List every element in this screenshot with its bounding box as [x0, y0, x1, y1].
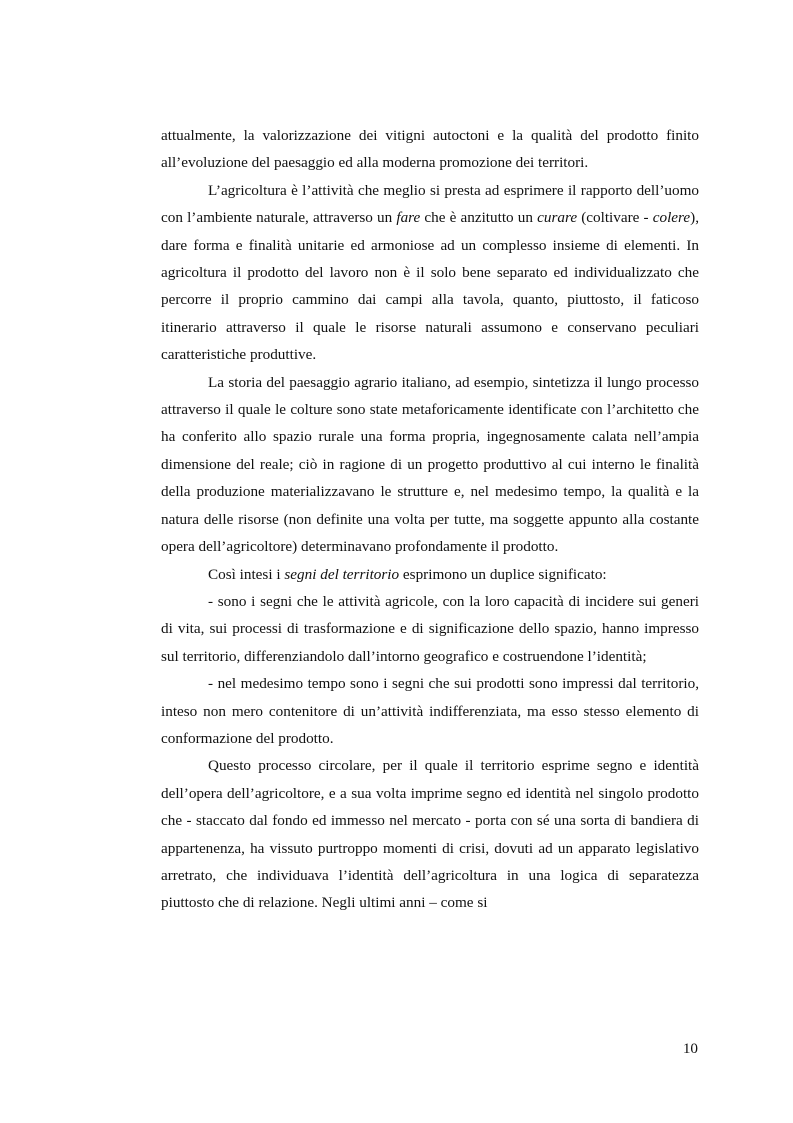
italic-text: fare [396, 209, 421, 227]
paragraph [161, 752, 699, 916]
italic-text: curare [537, 209, 578, 227]
text-segment: (coltivare - [577, 209, 653, 227]
text-segment: Così intesi i [208, 565, 285, 583]
text-segment: esprimono un duplice significato: [399, 565, 607, 583]
paragraph [161, 369, 699, 561]
italic-text: colere [652, 209, 691, 227]
text-segment: - sono i segni che le attività agricole, con la loro capacità di incidere sui generi di vita, sui processi di trasformazione e di significazione dello spazio, hanno impresso sul territorio, differenziandolo dall’intorno geografico e costruendone l’identità; [161, 592, 699, 665]
italic-text: segni del territorio [284, 565, 400, 583]
paragraph [161, 670, 699, 752]
paragraph [161, 177, 699, 369]
text-segment: - nel medesimo tempo sono i segni che sui prodotti sono impressi dal territorio, inteso non mero contenitore di un’attività indifferenziata, ma esso stesso elemento di conformazione del prodotto. [161, 675, 699, 747]
text-segment: Questo processo circolare, per il quale il territorio esprime segno e identità dell’opera dell’agricoltore, e a sua volta imprime segno ed identità nel singolo prodotto che - staccato dal fondo ed immesso nel mercato - porta con sé una sorta di bandiera di appartenenza, ha vissuto purtroppo momenti di crisi, dovuti ad un apparato legislativo arretrato, che individuava l’identità dell’agricoltura in una logica di separatezza piuttosto che di relazione. Negli ultimi anni – come si [161, 757, 699, 912]
text-segment: che è anzitutto un [420, 209, 538, 227]
text-segment: attualmente, la valorizzazione dei vitigni autoctoni e la qualità del prodotto finito all’evoluzione del paesaggio ed alla moderna promozione dei territori. [161, 127, 699, 172]
paragraph [161, 561, 699, 588]
text-segment: La storia del paesaggio agrario italiano, ad esempio, sintetizza il lungo processo attraverso il quale le colture sono state metaforicamente identificate con l’architetto che ha conferito allo spazio rurale una forma propria, ingegnosamente calata nell’ampia dimensione del reale; ciò in ragione di un progetto produttivo al cui interno le finalità della produzione materializzavano le strutture e, nel medesimo tempo, la qualità e la natura delle risorse (non definite una volta per tutte, ma soggette appunto alla costante opera dell’agricoltore) determinavano profondamente il prodotto. [161, 373, 699, 556]
paragraph [161, 122, 699, 177]
body-text [161, 122, 699, 917]
text-segment: ), dare forma e finalità unitarie ed armoniose ad un complesso insieme di elementi. In agricoltura il prodotto del lavoro non è il solo bene separato ed individualizzato che percorre il proprio cammino dai campi alla tavola, quanto, piuttosto, il faticoso itinerario attraverso il quale le risorse naturali assumono e conservano peculiari caratteristiche produttive. [161, 209, 699, 364]
text-segment: L’agricoltura è l’attività che meglio si presta ad esprimere il rapporto dell’uomo con l’ambiente naturale, attraverso un [161, 181, 699, 227]
page-number: 10 [682, 1040, 698, 1057]
paragraph [161, 588, 699, 670]
